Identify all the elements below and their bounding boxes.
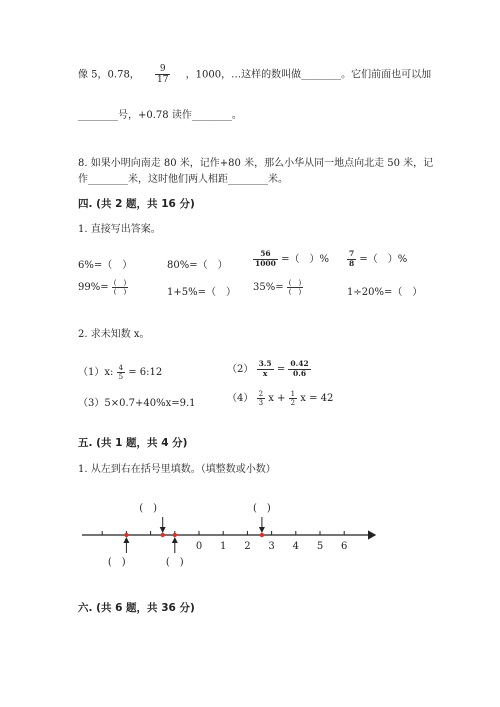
arrow-head — [259, 527, 265, 533]
q7-prefix: 像 5，0.78， — [78, 69, 140, 81]
section-4-q1-title: 1. 直接写出答案。 — [78, 224, 161, 235]
calc-7-over-8: $\frac{7}{8}$ =（ ）% — [349, 249, 408, 268]
q8-line2: 作________米，这时他们两人相距________米。 — [78, 174, 288, 185]
number-line-label: 5 — [316, 541, 324, 552]
equation-1: （1）x: $\frac{4}{5}$ = 6:12 — [78, 363, 163, 381]
number-line-blank: ( ) — [165, 557, 184, 568]
calc-35-percent: 35%= $\frac{( )}{( )}$ — [253, 279, 302, 297]
calc-80-percent: 80%=（ ） — [167, 260, 228, 271]
number-line-blank: ( ) — [253, 503, 271, 514]
q7-fraction: $\frac{9}{17}$ — [157, 64, 169, 86]
down-arrow-icon — [259, 517, 265, 533]
arrow-head — [160, 527, 166, 533]
section-4-title: 四. (共 2 题，共 16 分) — [78, 198, 195, 210]
equation-3: （3）5×0.7+40%x=9.1 — [78, 398, 196, 409]
down-arrow-icon — [160, 517, 166, 533]
number-line-label: 3 — [268, 541, 275, 552]
section-4-q2-title: 2. 求未知数 x。 — [78, 329, 150, 340]
up-arrow-icon — [123, 537, 129, 553]
calc-56-over-1000: $\frac{56}{1000}$ =（ ）% — [255, 249, 329, 268]
equation-4: （4） $\frac{2}{3}$ x + $\frac{1}{2}$ x = 42 — [227, 389, 334, 407]
arrow-head — [172, 537, 178, 543]
q8-line1: 8. 如果小明向南走 80 米，记作+80 米，那么小华从同一地点向北走 50 米，记 — [78, 158, 434, 169]
arrow-head — [123, 537, 129, 543]
number-line-point — [173, 533, 177, 537]
number-line-label: 0 — [195, 541, 203, 552]
number-line-label: 1 — [220, 541, 227, 552]
calc-99-percent: 99%= $\frac{( )}{( )}$ — [78, 279, 127, 297]
number-line — [0, 495, 500, 575]
number-line-point — [260, 533, 264, 537]
calc-1-plus-5-percent: 1+5%=（ ） — [167, 287, 236, 298]
number-line-labels — [196, 541, 348, 552]
section-5-title: 五. (共 1 题，共 4 分) — [78, 437, 188, 449]
q7-line2: ________号，+0.78 读作________。 — [78, 110, 242, 121]
equation-2: （2） $\frac{3.5}{x}$ = $\frac{0.42}{0.6}$ — [227, 359, 309, 378]
section-6-title: 六. (共 6 题，共 36 分) — [78, 602, 195, 614]
number-line-point — [124, 533, 128, 537]
number-line-label: 2 — [244, 541, 251, 552]
number-line-point — [161, 533, 165, 537]
number-line-blank: ( ) — [139, 503, 158, 514]
calc-1-div-20-percent: 1÷20%=（ ） — [347, 287, 423, 298]
number-line-blank: ( ) — [107, 557, 126, 568]
number-line-label: 6 — [341, 541, 348, 552]
calc-6-percent: 6%=（ ） — [78, 260, 133, 271]
q7-line1 — [78, 64, 431, 86]
q7-suffix: ，1000，…这样的数叫做________。它们前面也可以加 — [185, 69, 432, 81]
number-line-label: 4 — [292, 541, 299, 552]
up-arrow-icon — [172, 537, 178, 553]
section-5-q1-title: 1. 从左到右在括号里填数。（填整数或小数） — [78, 464, 276, 475]
